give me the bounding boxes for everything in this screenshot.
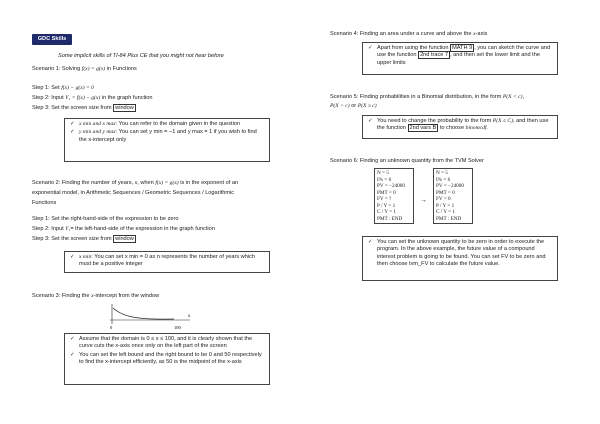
- tvm-before-pmt: PMT = 0: [377, 189, 396, 196]
- tvm-after-n: N = 5: [436, 170, 448, 176]
- tvm-after-py: P / Y = 1: [436, 202, 455, 209]
- s1-tip-1: ✓ x min and x max: You can refer to the domain given in the question: [79, 121, 265, 128]
- s3-graph-xlabel: x: [188, 314, 191, 319]
- tvm-after-pmt-end: PMT : END: [436, 215, 462, 222]
- s3-tips: [64, 333, 270, 385]
- s1-step2: Step 2: Input Y₁ = f(x) − g(x) in the graph function: [32, 95, 153, 101]
- tvm-screen-after: [433, 168, 473, 224]
- s5-tip-1: ✓ You need to change the probability to the form P(X ≤ C), and then use the function 2nd vars B to choose binomcdf.: [377, 118, 553, 133]
- s2-tips: [64, 251, 270, 273]
- tvm-before-fv: FV = ?: [377, 196, 392, 202]
- tvm-before-pv: PV = −24000: [377, 183, 405, 189]
- s3-window-graph: [104, 302, 194, 332]
- s4-tip-1: ✓ Apart from using the function MATH 9 , you can sketch the curve and use the function 2nd trace 7 , and then set the lower limit and the upper limits: [377, 45, 553, 67]
- s1-step1: Step 1: Set f(x) − g(x) = 0: [32, 85, 94, 91]
- tvm-after-pmt: PMT = 0: [436, 189, 455, 196]
- s2-step2: Step 2: Input Y₁= the left-hand-side of the expression in the graph function: [32, 226, 215, 232]
- s2-title-line1: Scenario 2: Finding the number of years, n, when f(x) = g(x) is in the exponent of an: [32, 180, 239, 186]
- s5-tips: [362, 115, 558, 139]
- tvm-before-i: I% = 6: [377, 176, 392, 183]
- tvm-before-pmt-end: PMT : END: [377, 215, 403, 222]
- tvm-after-i: I% = 6: [436, 176, 451, 183]
- s2-tip-1: ✓ x min: You can set x min = 0 as n represents the number of years which must be a positive integer: [79, 254, 265, 269]
- tvm-arrow: →: [420, 197, 427, 204]
- s1-title: Scenario 1: Solving f(x) = g(x) in Functions: [32, 66, 137, 72]
- s3-graph-x0: 0: [110, 325, 113, 330]
- gdc-skills-badge: GDC Skills: [32, 34, 72, 45]
- s3-graph-x1: 100: [174, 325, 181, 330]
- tvm-before-n: N = 5: [377, 170, 389, 176]
- tvm-after-fv: FV = 0: [436, 196, 451, 202]
- s3-title: Scenario 3: Finding the x-intercept from the window: [32, 293, 160, 299]
- s1-tip-2: ✓ y min and y max: You can set y min = −1 and y max = 1 if you wish to find the x-intercept only: [79, 129, 265, 144]
- s3-tip-2: ✓ You can set the left bound and the right bound to be 0 and 50 respectively to find the x-intercept efficiently, as 50 is the midpoint of the x-axis: [79, 352, 265, 367]
- s6-tip-1: ✓ You can set the unknown quantity to be zero in order to execute the program. In the above example, the future value of a compound interest problem is going to be found. You can set FV to be zero and then choose tvm_FV to calculate the future value.: [377, 239, 553, 268]
- s1-tips: [64, 118, 270, 162]
- tvm-after-cy: C / Y = 1: [436, 209, 455, 215]
- s1-step3: Step 3: Set the screen size from window: [32, 105, 134, 111]
- tvm-before-cy: C / Y = 1: [377, 209, 396, 215]
- s6-tips: [362, 236, 558, 281]
- tvm-before-py: P / Y = 1: [377, 202, 396, 209]
- tvm-screen-before: [374, 168, 414, 224]
- s5-title-line1: Scenario 5: Finding probabilities in a Binomial distribution, in the form P(X < c),: [330, 94, 525, 100]
- page-subtitle: Some implicit skills of TI-84 Plus CE that you might not hear before: [58, 53, 224, 59]
- s3-curve: [113, 308, 174, 319]
- s3-tip-1: ✓ Assume that the domain is 0 ≤ x ≤ 100, and it is clearly shown that the curve cuts the x-axis once only on the left part of the screen: [79, 336, 265, 351]
- s2-step1: Step 1: Set the right-hand-side of the expression to be zero: [32, 216, 179, 222]
- tvm-after-pv: PV = −24000: [436, 183, 464, 189]
- s6-title: Scenario 6: Finding an unknown quantity from the TVM Solver: [330, 158, 484, 164]
- s2-title-line2: exponential model, in Arithmetic Sequences / Geometric Sequences / Logarithmic: [32, 190, 235, 196]
- s2-title-line3: Functions: [32, 200, 57, 206]
- s4-tips: [362, 42, 558, 75]
- s4-title: Scenario 4: Finding an area under a curve and above the x-axis: [330, 31, 488, 37]
- s5-title-line2: P(X > c) or P(X ≥ c): [330, 103, 377, 109]
- s2-step3: Step 3: Set the screen size from window: [32, 236, 134, 242]
